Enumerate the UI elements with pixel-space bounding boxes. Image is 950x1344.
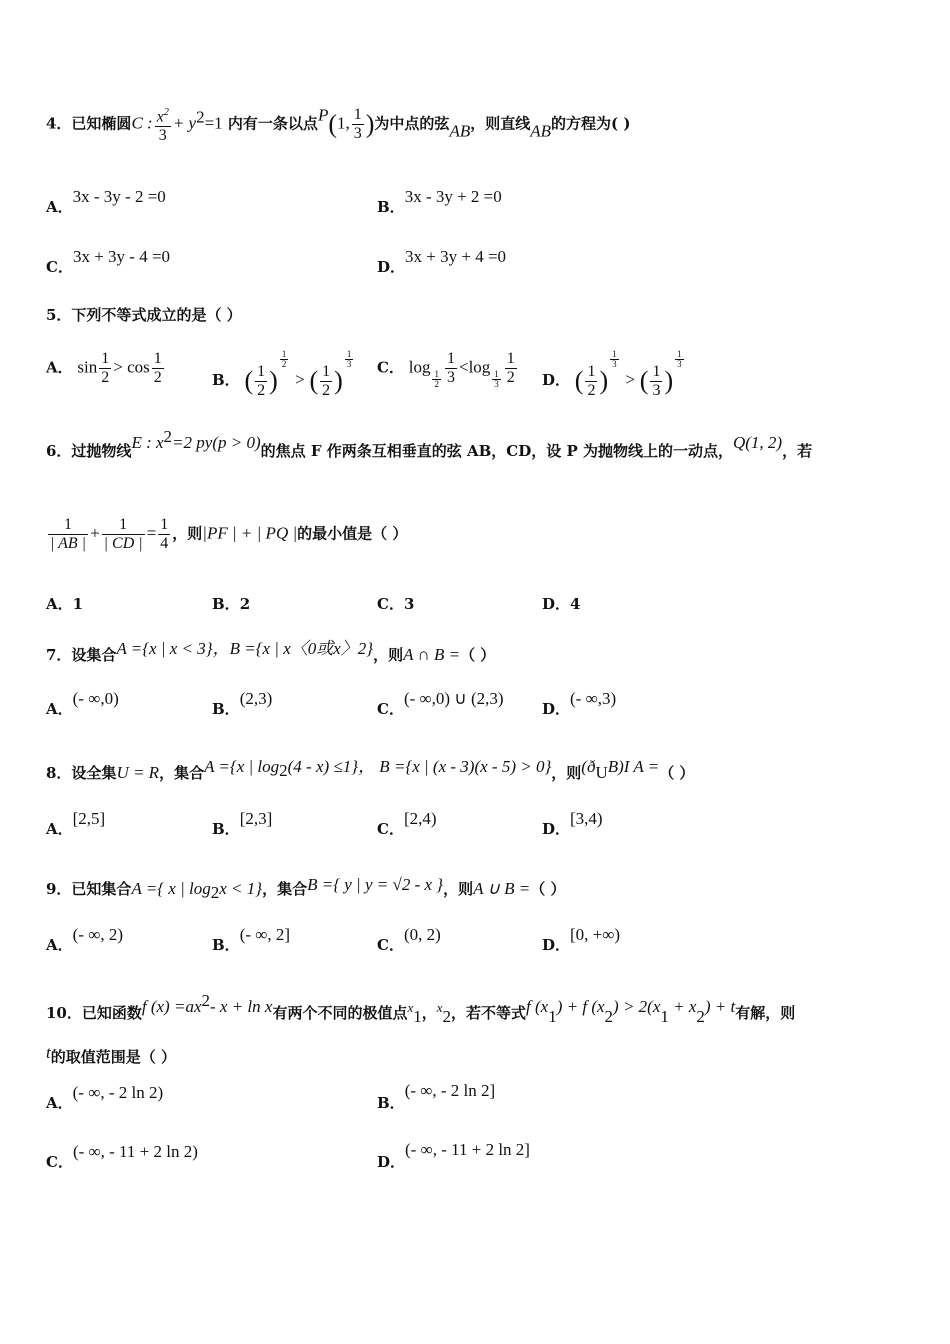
q5-option-d[interactable]: D． ( $\frac{1}{2}$ ) $^{\frac{1}{3}}$ > ( $\frac{1}{3}$ ) $^{\frac{1}{3}}$: [542, 349, 682, 399]
question-5-stem: 5．下列不等式成立的是（ ）: [46, 306, 242, 324]
q10-option-b[interactable]: B．(- ∞, - 2 ln 2]: [377, 1081, 496, 1112]
question-4-stem: 4．已知椭圆C : $\frac{x^2}{3}$ + $y^2=1$ 内有一条以点P(1, $\frac{1}{3}$ )为中点的弦AB，则直线AB的方程为( ): [46, 105, 631, 145]
q10-option-c[interactable]: C．(- ∞, - 11 + 2 ln 2): [46, 1142, 198, 1171]
q7-option-a[interactable]: A．(- ∞,0): [46, 689, 119, 718]
q6-option-b[interactable]: B．2: [212, 595, 251, 613]
question-8-stem: 8．设全集U = R，集合A ={x | $\log_2(4 - x) \le 1$}， B ={x | (x - 3)(x - 5) > 0}，则(ðUB)I A =（ ）: [46, 757, 695, 782]
question-7-stem: 7．设集合A ={x | x < 3}，B ={x | x〈0或x〉2}，则A ∩ B =（ ）: [46, 639, 496, 664]
q5-option-c[interactable]: C． log $_{\frac{1}{2}}$ $\frac{1}{3}$ <log $_{\frac{1}{3}}$ $\frac{1}{2}$: [377, 350, 515, 389]
q7-option-b[interactable]: B．(2,3): [212, 689, 273, 718]
q6-option-c[interactable]: C．3: [377, 595, 415, 613]
q10-option-a[interactable]: A．(- ∞, - 2 ln 2): [46, 1083, 164, 1112]
question-10-stem-line1: 10．已知函数f $(x) =ax^2-$ x + ln x有两个不同的极值点$x_1$，$x_2$，若不等式f $(x_1) + f$ $(x_2) > 2(x_1 + x_2) + t$有解，则: [46, 991, 796, 1026]
q8-option-a[interactable]: A．[2,5]: [46, 809, 106, 838]
q5-option-a[interactable]: A． sin $\frac{1}{2}$ > cos $\frac{1}{2}$: [46, 350, 162, 386]
q6-option-d[interactable]: D．4: [542, 595, 581, 613]
q9-option-b[interactable]: B．(- ∞, 2]: [212, 925, 291, 954]
q4-option-c[interactable]: C．3x + 3y - 4 =0: [46, 247, 171, 276]
q9-option-a[interactable]: A．(- ∞, 2): [46, 925, 123, 954]
q7-option-c[interactable]: C．(- ∞,0) ∪ (2,3): [377, 689, 504, 718]
q6-option-a[interactable]: A．1: [46, 595, 84, 613]
question-6-stem-line2: $\frac{1}{| AB |}$ + $\frac{1}{| CD |}$ = $\frac{1}{4}$ ，则|PF | + | PQ |的最小值是（ ）: [50, 516, 408, 552]
q4-option-d[interactable]: D．3x + 3y + 4 =0: [377, 247, 507, 276]
q9-option-c[interactable]: C．(0, 2): [377, 925, 441, 954]
q5-option-b[interactable]: B． ( $\frac{1}{2}$ ) $^{\frac{1}{2}}$ > ( $\frac{1}{2}$ ) $^{\frac{1}{3}}$: [212, 349, 352, 399]
q10-option-d[interactable]: D．(- ∞, - 11 + 2 ln 2]: [377, 1140, 530, 1171]
q9-option-d[interactable]: D．[0, +∞): [542, 925, 621, 954]
q4-option-a[interactable]: A．3x - 3y - 2 =0: [46, 187, 166, 216]
q8-option-c[interactable]: C．[2,4): [377, 809, 437, 838]
q7-option-d[interactable]: D．(- ∞,3): [542, 689, 617, 718]
question-10-stem-line2: t的取值范围是（ ）: [46, 1043, 176, 1066]
question-6-stem-line1: 6．过抛物线E : $x^2=2$ py(p > 0)的焦点 F 作两条互相垂直的弦 AB，CD，设 P 为抛物线上的一动点，Q(1, 2)，若: [46, 427, 813, 460]
q8-option-b[interactable]: B．[2,3]: [212, 809, 273, 838]
q4-option-b[interactable]: B．3x - 3y + 2 =0: [377, 187, 502, 216]
question-9-stem: 9．已知集合A ={ x | $\log_2x < 1$}，集合B ={ y | y = √2 - x }，则A ∪ B =（ ）: [46, 875, 566, 902]
q8-option-d[interactable]: D．[3,4): [542, 809, 603, 838]
